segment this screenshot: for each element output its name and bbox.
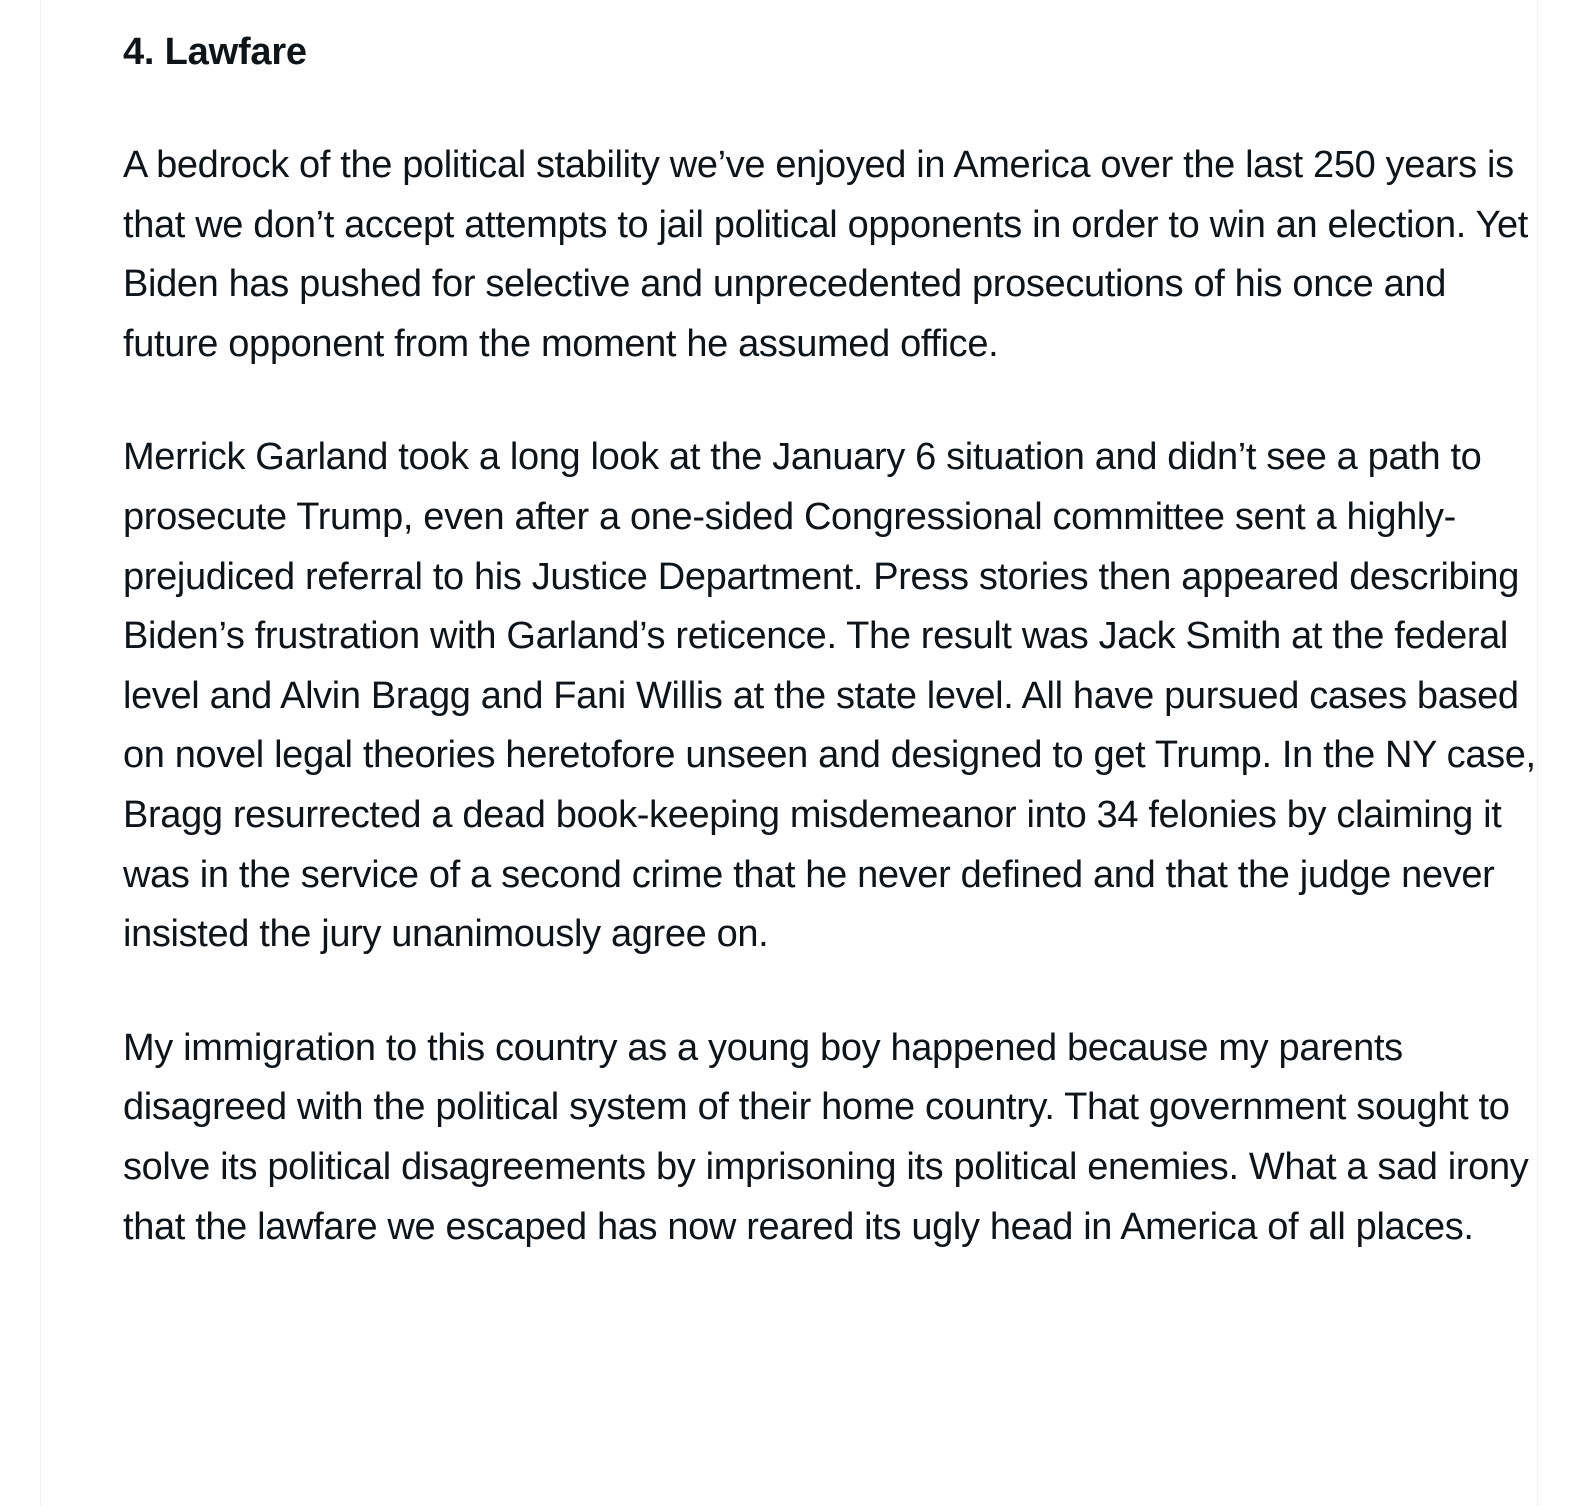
paragraph-garland: Merrick Garland took a long look at the January 6 situation and didn’t see a path to prosecute Trump, even after a one-sided Congressional committee sent a highly-prejudiced referral to his Justice Department. Press stories then appeared describing Biden’s frustration with Garland’s reticence. The result was Jack Smith at the federal level and Alvin Bragg and Fani Willis at the state level. All have pursued cases based on novel legal theories heretofore unseen and designed to get Trump. In the NY case, Bragg resurrected a dead book-keeping misdemeanor into 34 felonies by claiming it was in the service of a second crime that he never defined and that the judge never insisted the jury unanimously agree on. bbox=[123, 436, 1536, 956]
article-body bbox=[123, 22, 1538, 1257]
paragraph-bedrock: A bedrock of the political stability we’ve enjoyed in America over the last 250 years is that we don’t accept attempts to jail political opponents in order to win an election. Yet Biden has pushed for selective and unprecedented prosecutions of his once and future opponent from the moment he assumed office. bbox=[123, 144, 1528, 365]
section-heading: 4. Lawfare bbox=[123, 31, 307, 73]
article-column bbox=[40, 0, 1538, 1506]
paragraph-immigration: My immigration to this country as a young boy happened because my parents disagreed with the political system of their home country. That government sought to solve its political disagreements by imprisoning its political enemies. What a sad irony that the lawfare we escaped has now reared its ugly head in America of all places. bbox=[123, 1026, 1529, 1248]
